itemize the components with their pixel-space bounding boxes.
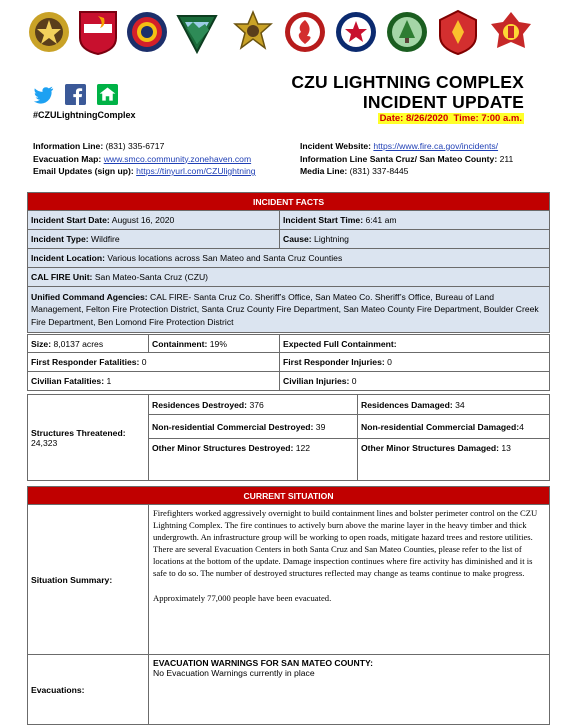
document-title-line1: CZU LIGHTNING COMPLEX: [291, 72, 524, 92]
hashtag: #CZULightningComplex: [33, 110, 136, 120]
time-value: 7:00 a.m.: [481, 113, 522, 124]
agency-logo-strip: [0, 0, 562, 66]
first-responder-fatalities: First Responder Fatalities: 0: [28, 353, 280, 372]
document-title-line2: INCIDENT UPDATE: [362, 92, 524, 112]
date-value: 8/26/2020: [405, 113, 449, 124]
santa-cruz-county-fire-logo: [385, 8, 429, 56]
sheriff-badge-logo: [231, 8, 275, 56]
felton-fire-logo: [283, 8, 327, 56]
evacuation-warnings-heading: EVACUATION WARNINGS FOR SAN MATEO COUNTY:: [153, 658, 373, 668]
incident-cause: Cause: Lightning: [280, 230, 550, 249]
non-residential-damaged: Non-residential Commercial Damaged:4: [358, 415, 550, 439]
civilian-fatalities: Civilian Fatalities: 1: [28, 372, 280, 391]
nextdoor-icon[interactable]: [97, 84, 118, 105]
civilian-injuries: Civilian Injuries: 0: [280, 372, 550, 391]
contact-info-right: [300, 140, 545, 178]
unified-command-agencies: Unified Command Agencies: CAL FIRE- Santa Cruz Co. Sheriff’s Office, San Mateo Co. Sheriff’s Office, Bureau of Land Management, Felton Fire Protection District, Santa Cruz County Fire Department, San Mateo County Fire Department, Boulder Creek Fire Department, Ben Lomond Fire Protection District: [28, 287, 550, 333]
time-label: Time:: [453, 113, 479, 124]
info-line-county: Information Line Santa Cruz/ San Mateo County: 211: [300, 153, 514, 164]
residences-damaged: Residences Damaged: 34: [358, 395, 550, 415]
incident-facts-heading: INCIDENT FACTS: [28, 193, 550, 211]
first-responder-injuries: First Responder Injuries: 0: [280, 353, 550, 372]
current-situation-table: [27, 486, 550, 725]
evacuation-map-link[interactable]: www.smco.community.zonehaven.com: [103, 153, 252, 164]
evacuation-warnings-text: No Evacuation Warnings currently in place: [153, 668, 315, 678]
contact-info-left: [33, 140, 303, 178]
structures-threatened: Structures Threatened: 24,323: [28, 395, 149, 481]
containment: Containment: 19%: [149, 335, 280, 353]
email-updates-link[interactable]: https://tinyurl.com/CZUlightning: [136, 166, 256, 176]
evacuated-count: Approximately 77,000 people have been evacuated.: [153, 593, 332, 603]
land-management-logo: [175, 8, 219, 56]
cal-fire-logo: [76, 8, 120, 56]
other-structures-destroyed: Other Minor Structures Destroyed: 122: [149, 439, 358, 481]
expected-full-containment: Expected Full Containment:: [280, 335, 550, 353]
incident-website: Incident Website: https://www.fire.ca.gov/incidents/: [300, 141, 499, 151]
date-label: Date:: [379, 113, 404, 124]
info-line: Information Line: (831) 335-6717: [33, 141, 165, 151]
incident-website-link[interactable]: https://www.fire.ca.gov/incidents/: [373, 141, 499, 151]
cal-fire-unit: CAL FIRE Unit: San Mateo-Santa Cruz (CZU): [28, 268, 550, 287]
situation-summary-text: Firefighters worked aggressively overnight to build containment lines and bolster perimeter control on the CZU Lightning Complex. The fire continues to actively burn above the marine layer in the heavy timber and thick undergrowth. An infrastructure group will be working to open roads, mitigate hazard trees and restore utilities. There are several Evacuation Centers in both Santa Cruz and San Mateo Counties, please refer to the list of locations at the bottom of the update. Damage inspection continues where fire activity has diminished and it is safe to do so. The number of destroyed structures reflected may change as teams continue to make progress.: [153, 508, 538, 578]
evacuation-map: Evacuation Map: www.smco.community.zonehaven.com: [33, 153, 252, 164]
residences-destroyed: Residences Destroyed: 376: [149, 395, 358, 415]
situation-summary: [149, 505, 550, 655]
incident-start-time: Incident Start Time: 6:41 am: [280, 211, 550, 230]
seal-logo-1: [27, 8, 71, 56]
evacuations-label: Evacuations:: [28, 655, 149, 725]
seal-logo-3: [125, 8, 169, 56]
facebook-icon[interactable]: [65, 84, 86, 105]
structures-table: [27, 394, 550, 481]
fire-size: Size: 8,0137 acres: [28, 335, 149, 353]
non-residential-destroyed: Non-residential Commercial Destroyed: 39: [149, 415, 358, 439]
twitter-icon[interactable]: [33, 84, 54, 105]
incident-facts-table: [27, 192, 550, 333]
media-line: Media Line: (831) 337-8445: [300, 166, 409, 176]
incident-start-date: Incident Start Date: August 16, 2020: [28, 211, 280, 230]
evacuations: [149, 655, 550, 725]
current-situation-heading: CURRENT SITUATION: [28, 487, 550, 505]
seal-logo-7: [334, 8, 378, 56]
fire-district-logo: [436, 8, 480, 56]
fire-department-logo: [489, 8, 533, 56]
incident-type: Incident Type: Wildfire: [28, 230, 280, 249]
email-updates: Email Updates (sign up): https://tinyurl.com/CZUlightning: [33, 166, 256, 176]
situation-summary-label: Situation Summary:: [28, 505, 149, 655]
incident-location: Incident Location: Various locations across San Mateo and Santa Cruz Counties: [28, 249, 550, 268]
other-structures-damaged: Other Minor Structures Damaged: 13: [358, 439, 550, 481]
incident-stats-table: [27, 334, 550, 391]
date-time-highlight: [378, 113, 524, 124]
